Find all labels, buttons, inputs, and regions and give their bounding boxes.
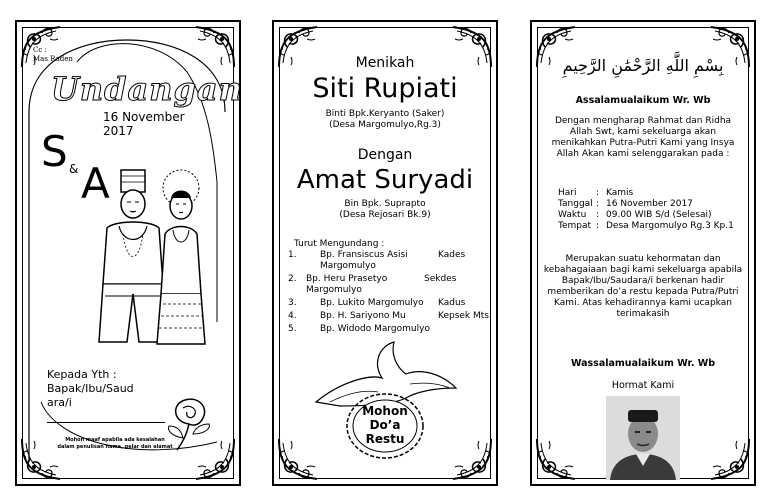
cc-name: Mas Raden <box>33 55 73 63</box>
cc-block <box>33 46 73 64</box>
bride-parent: Binti Bpk.Keryanto (Saker) <box>325 109 445 119</box>
intro-text: Dengan mengharap Rahmat dan Ridha Allah Swt, kami sekeluarga akan menikahkan Putra-Putri Kami yang Insya Allah Akan kami selenggarakan pada : <box>551 116 735 159</box>
bismillah-calligraphy: بِسْمِ اللَّهِ الرَّحْمَٰنِ الرَّحِيمِ <box>562 56 724 75</box>
cover-date: 16 November 2017 <box>103 110 185 138</box>
initial-left: S <box>41 127 68 176</box>
list-item: 2. Bp. Heru Prasetyo Margomulyo Sekdes <box>288 274 457 295</box>
cover-panel <box>15 20 241 486</box>
groom-photo <box>606 396 680 480</box>
table-row: Hari : Kamis <box>558 188 634 198</box>
prayer-line-3: Restu <box>365 432 405 446</box>
farewell: Wassalamualaikum Wr. Wb <box>570 358 716 369</box>
recipient-address-line <box>47 422 165 423</box>
cc-label: Cc : <box>33 46 47 54</box>
table-row: Tempat : Desa Margomulyo Rg.3 Kp.1 <box>558 221 734 231</box>
list-item: 3. Bp. Lukito Margomulyo Kadus <box>288 298 466 308</box>
recipient-line: Bapak/Ibu/Saud ara/i <box>47 382 134 409</box>
initial-right: A <box>81 159 110 208</box>
list-item: 1. Bp. Fransiscus Asisi Margomulyo Kades <box>288 250 466 271</box>
bride-name: Siti Rupiati <box>312 73 458 104</box>
prayer-line-2: Do’a <box>369 418 401 432</box>
regards: Hormat Kami <box>611 380 675 391</box>
list-item: 5. Bp. Widodo Margomulyo <box>288 324 430 334</box>
initial-ampersand: & <box>69 162 79 176</box>
heading-dengan: Dengan <box>357 147 413 163</box>
table-row: Waktu : 09.00 WIB S/d (Selesai) <box>558 210 712 220</box>
footer-note: Mohon maaf apabila ada kesalahan dalam penulisan nama, gelar dan alamat <box>57 437 173 450</box>
inviters-heading: Turut Mengundang : <box>294 239 385 249</box>
bride-address: (Desa Margomulyo,Rg.3) <box>329 120 441 130</box>
list-item: 4. Bp. H. Sariyono Mu Kepsek Mts <box>288 311 489 321</box>
corner-ornament-icon <box>535 437 579 481</box>
schedule-table <box>558 188 744 232</box>
prayer-line-1: Mohon <box>362 404 408 418</box>
groom-address: (Desa Rejosari Bk.9) <box>339 210 431 220</box>
table-row: Tanggal : 16 November 2017 <box>558 199 693 209</box>
couple-panel <box>272 20 498 486</box>
heading-menikah: Menikah <box>355 55 415 71</box>
closing-text: Merupakan suatu kehormatan dan kebahagaiaan bagi kami sekeluarga apabila Bapak/Ibu/Saudara/i berkenan hadir memberikan do’a restu kepada Putra/Putri Kami. Atas kehadirannya kami ucapkan terimakasih <box>543 254 743 319</box>
details-panel <box>530 20 756 486</box>
groom-name: Amat Suryadi <box>296 165 474 195</box>
groom-parent: Bin Bpk. Suprapto <box>344 199 426 209</box>
wedding-couple-illustration <box>93 164 219 354</box>
prayer-block <box>352 404 418 444</box>
greeting: Assalamualaikum Wr. Wb <box>575 95 711 106</box>
cover-title: Undangan <box>51 70 243 108</box>
corner-ornament-icon <box>707 437 751 481</box>
recipient-label: Kepada Yth : <box>47 368 117 381</box>
